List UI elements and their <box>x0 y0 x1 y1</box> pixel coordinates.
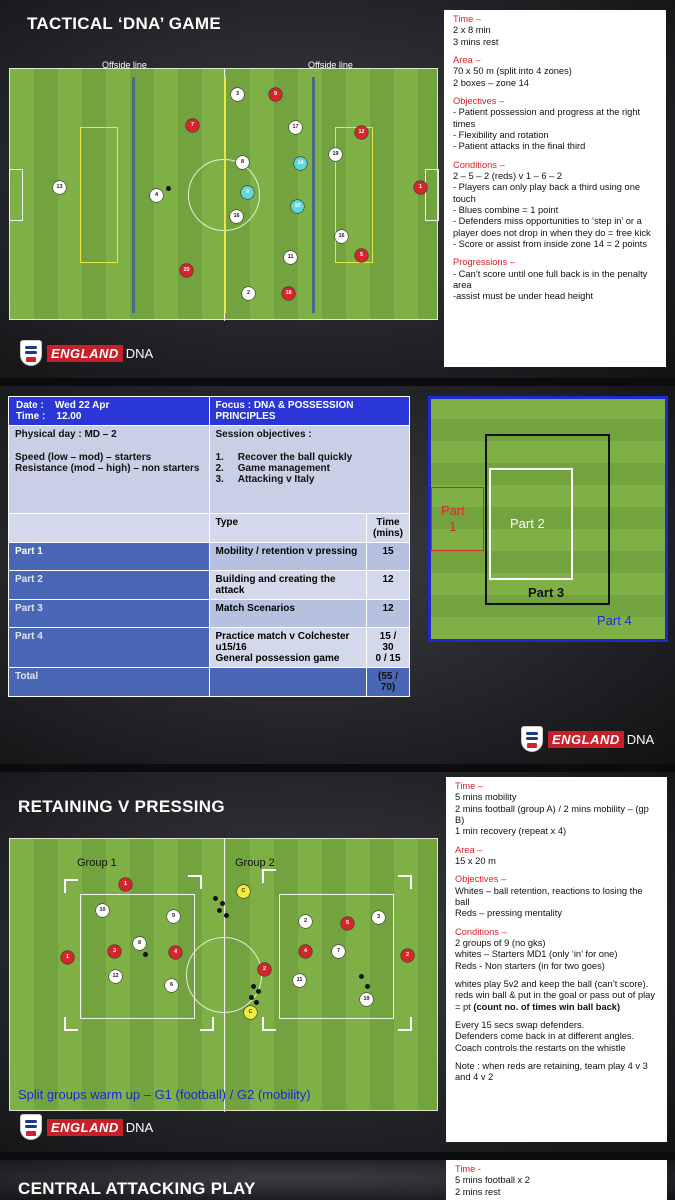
three-lions-crest-icon <box>521 726 543 752</box>
player-red: 1 <box>414 181 427 194</box>
ball <box>249 995 254 1000</box>
player-white: 16 <box>335 230 348 243</box>
player-red: 2 <box>258 963 271 976</box>
player-white: 4 <box>150 189 163 202</box>
group2-label: Group 2 <box>235 857 275 869</box>
player-white: 8 <box>236 156 249 169</box>
part1-label: Part 1 <box>441 503 465 534</box>
part-type: Practice match v Colchester u15/16 <box>215 631 350 653</box>
player-red: 7 <box>186 119 199 132</box>
england-dna-logo: ENGLAND DNA <box>20 340 153 366</box>
offside-label-left: Offside line <box>102 60 147 70</box>
time-value: 12.00 <box>56 411 82 422</box>
header-time: Time (mins) <box>367 514 410 543</box>
ball <box>143 952 148 957</box>
england-dna-logo: ENGLAND DNA <box>20 1114 153 1140</box>
ball <box>217 908 222 913</box>
england-dna-logo: ENGLAND DNA <box>521 726 654 752</box>
player-red: 1 <box>61 951 74 964</box>
session-info-panel: Time – 2 x 8 min 3 mins rest Area – 70 x 50 m (split into 4 zones) 2 boxes – zone 14 Objectives – - Patient possession and progress at the right times - Flexibility and rotation - Patient attacks in the final third Conditions – 2 – 5 – 2 (reds) v 1 – 6 – 2 - Players can only play back a third using one touch - Blues combine = 1 point - Defenders miss opportunities to ‘step in’ or a player does not drop in when they do = free kick - Score or assist from inside zone 14 = 2 points Progressions – - Can’t score until one full back is in the penalty area -assist must be under head height <box>444 10 666 367</box>
part-time: 15 <box>367 543 410 571</box>
offside-line-right <box>312 77 315 313</box>
part-type: Mobility / retention v pressing <box>209 543 367 571</box>
mini-goal <box>262 1017 276 1031</box>
player-cyan: 9 <box>241 186 254 199</box>
ball <box>251 984 256 989</box>
coach-marker: C <box>237 885 250 898</box>
offside-label-right: Offside line <box>308 60 353 70</box>
player-red: 9 <box>269 88 282 101</box>
pitch-diagram <box>9 838 438 1111</box>
session-objectives-label: Session objectives : <box>215 429 312 440</box>
centre-circle <box>186 937 262 1013</box>
total-value: (55 / 70) <box>367 668 410 697</box>
part-type: Building and creating the attack <box>209 571 367 600</box>
player-white: 9 <box>167 910 180 923</box>
mini-goal <box>188 875 202 889</box>
warm-up-caption: Split groups warm up – G1 (football) / G2 (mobility) <box>18 1087 311 1102</box>
part-time: 12 <box>367 600 410 628</box>
slide-central-attacking-play <box>0 1160 675 1200</box>
ball <box>359 974 364 979</box>
player-red: 20 <box>180 264 193 277</box>
objective-item: Game management <box>237 463 330 474</box>
player-red: 4 <box>299 945 312 958</box>
player-red: 1 <box>119 878 132 891</box>
date-label: Date : <box>16 400 44 411</box>
mini-goal <box>200 1017 214 1031</box>
time-label: Time : <box>16 411 46 422</box>
player-red: 2 <box>401 949 414 962</box>
player-white: 16 <box>230 210 243 223</box>
slide-title: RETAINING V PRESSING <box>18 797 225 816</box>
player-red: 5 <box>341 917 354 930</box>
ball <box>166 186 171 191</box>
part-type: Match Scenarios <box>209 600 367 628</box>
player-white: 10 <box>96 904 109 917</box>
part-label: Part 3 <box>9 600 210 628</box>
slide-tactical-dna-game <box>0 0 675 378</box>
focus-text: Focus : DNA & POSSESSION PRINCIPLES <box>209 397 410 426</box>
session-info-panel: Time - 5 mins football x 2 2 mins rest <box>446 1160 667 1200</box>
three-lions-crest-icon <box>20 340 42 366</box>
ball <box>254 1000 259 1005</box>
player-white: 12 <box>109 970 122 983</box>
physical-day: Physical day : MD – 2 <box>15 429 117 440</box>
player-red: 4 <box>169 946 182 959</box>
ball <box>365 984 370 989</box>
header-type: Type <box>209 514 367 543</box>
group1-label: Group 1 <box>77 857 117 869</box>
speed-text: Speed (low – mod) – starters <box>15 452 152 463</box>
three-lions-crest-icon <box>20 1114 42 1140</box>
goal-box-left <box>9 169 23 221</box>
part-label: Part 1 <box>9 543 210 571</box>
player-white: 7 <box>332 945 345 958</box>
player-red: 18 <box>282 287 295 300</box>
part-label: Part 2 <box>9 571 210 600</box>
part2-label: Part 2 <box>510 516 545 531</box>
ball <box>220 901 225 906</box>
player-white: 3 <box>231 88 244 101</box>
slide-title: TACTICAL ‘DNA’ GAME <box>27 14 221 33</box>
player-red: 3 <box>108 945 121 958</box>
slide-session-plan <box>0 386 675 764</box>
part4-label: Part 4 <box>597 613 632 628</box>
player-white: 19 <box>329 148 342 161</box>
player-white: 2 <box>299 915 312 928</box>
player-red: 12 <box>355 126 368 139</box>
mini-goal <box>398 875 412 889</box>
player-white: 19 <box>360 993 373 1006</box>
mini-goal <box>64 879 78 893</box>
player-white: 3 <box>372 911 385 924</box>
coach-marker: C <box>244 1006 257 1019</box>
slide-title: CENTRAL ATTACKING PLAY <box>18 1179 256 1198</box>
part-label: Part 4 <box>9 628 210 668</box>
player-white: 11 <box>284 251 297 264</box>
session-info-panel: Time – 5 mins mobility 2 mins football (group A) / 2 mins mobility – (gp B) 1 min recovery (repeat x 4) Area – 15 x 20 m Objectives – Whites – ball retention, reactions to losing the ball Reds – pressing mentality Conditions – 2 groups of 9 (no gks) whites – Starters MD1 (only ‘in’ for one) Reds - Non starters (in for two goes) whites play 5v2 and keep the ball (can’t score). reds win ball & put in the goal or pass out of play = pt (count no. of times win ball back) Every 15 secs swap defenders. Defenders come back in at different angles. Coach controls the restarts on the whistle Note : when reds are retaining, team play 4 v 3 and 4 v 2 <box>446 777 667 1142</box>
date-value: Wed 22 Apr <box>54 400 110 411</box>
session-plan-table: Date : Wed 22 Apr Time : 12.00 Focus : DNA & POSSESSION PRINCIPLES Physical day : MD – 2 Speed (low – mod) – starters Resistance (mod – high) – non starters Session objectives : 1. Recover the ball quickly 2. Game management 3. Attacking v Italy Type Time (mins) Part 1 Mobility / retention v pressing 15 Part 2 Building and creating the attack 12 Part 3 Match Scenarios 12 Part 4 Practice match v Colchester u15/16 General possession game 15 / 30 0 / 15 Total (55 / 70) <box>8 396 410 697</box>
player-white: 13 <box>53 181 66 194</box>
player-red: 5 <box>355 249 368 262</box>
player-white: 17 <box>289 121 302 134</box>
zone-box-left <box>80 127 118 263</box>
mini-goal <box>262 869 276 883</box>
player-white: 6 <box>165 979 178 992</box>
pitch-diagram <box>9 60 438 320</box>
halfway-yellow-line <box>224 77 226 313</box>
total-label: Total <box>9 668 210 697</box>
slide-retaining-v-pressing <box>0 772 675 1152</box>
ball <box>224 913 229 918</box>
offside-line-left <box>132 77 135 313</box>
player-cyan: 14 <box>294 157 307 170</box>
player-white: 8 <box>133 937 146 950</box>
objective-item: Recover the ball quickly <box>237 452 353 463</box>
part-time: 15 / 30 <box>379 631 397 653</box>
resistance-text: Resistance (mod – high) – non starters <box>15 463 200 474</box>
part3-label: Part 3 <box>528 585 565 600</box>
part-time: 12 <box>367 571 410 600</box>
objective-item: Attacking v Italy <box>237 474 315 485</box>
mini-goal <box>64 1017 78 1031</box>
ball <box>256 989 261 994</box>
player-cyan: 10 <box>291 200 304 213</box>
part-type-secondary: General possession game <box>215 653 340 664</box>
ball <box>213 896 218 901</box>
goal-box-right <box>425 169 439 221</box>
player-white: 2 <box>242 287 255 300</box>
part-time-secondary: 0 / 15 <box>375 653 401 664</box>
parts-layout-diagram <box>428 396 668 642</box>
mini-goal <box>398 1017 412 1031</box>
player-white: 11 <box>293 974 306 987</box>
